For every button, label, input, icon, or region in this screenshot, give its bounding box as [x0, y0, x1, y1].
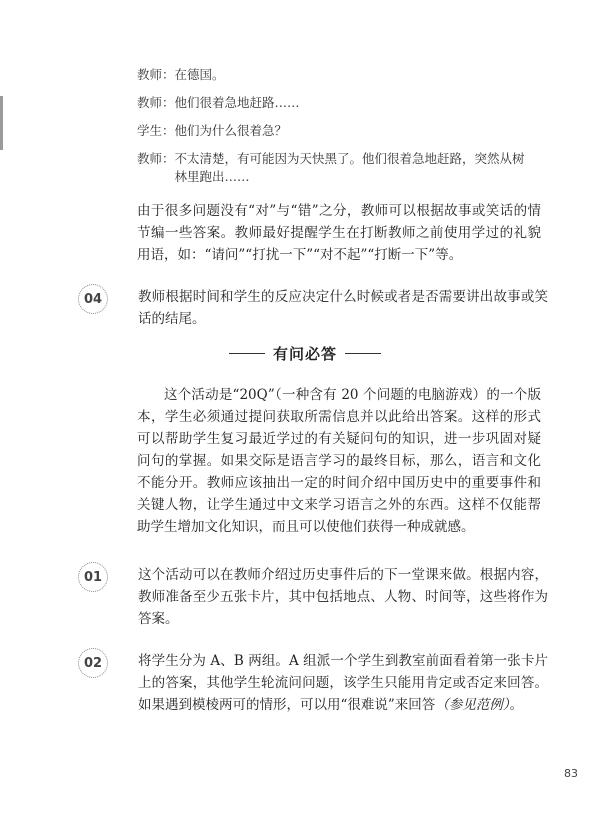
step-text	[138, 650, 548, 716]
dialogue-speaker: 教师：	[137, 151, 175, 166]
dialogue-block	[137, 66, 537, 196]
dialogue-speaker: 教师：	[137, 95, 175, 110]
step-02	[78, 650, 548, 716]
page-number: 83	[564, 767, 578, 780]
step-text: 这个活动可以在教师介绍过历史事件后的下一堂课来做。根据内容，教师准备至少五张卡片，其中包括地点、人物、时间等，这些将作为答案。	[138, 567, 548, 627]
step-text-end: 。	[509, 697, 524, 713]
dialogue-text: 他们为什么很着急？	[174, 123, 288, 138]
dialogue-line	[137, 150, 537, 186]
step-number-badge: 01	[78, 562, 108, 592]
heading-rule-left	[229, 353, 265, 354]
section-heading	[0, 343, 610, 364]
heading-rule-right	[345, 353, 381, 354]
dialogue-text: 在德国。	[174, 67, 225, 82]
page-edge-tab	[0, 96, 3, 150]
dialogue-speaker: 教师：	[137, 67, 175, 82]
step-number-badge: 02	[78, 648, 108, 678]
example-reference: （参见范例）	[435, 697, 510, 713]
step-text-main: 将学生分为 A、B 两组。A 组派一个学生到教室前面看着第一张卡片上的答案，其他学生轮流问问题，该学生只能用肯定或否定来回答。如果遇到模棱两可的情形，可以用“很难说”来回答	[138, 653, 548, 713]
step-number-badge: 04	[78, 284, 108, 314]
step-text: 教师根据时间和学生的反应决定什么时候或者是否需要讲出故事或笑话的结尾。	[138, 289, 548, 327]
dialogue-speaker: 学生：	[137, 123, 175, 138]
dialogue-line	[137, 122, 537, 140]
step-04	[78, 286, 548, 330]
section-paragraph: 这个活动是“20Q”（一种含有 20 个问题的电脑游戏）的一个版本，学生必须通过提问获取所需信息并以此给出答案。这样的形式可以帮助学生复习最近学过的有关疑问句的知识，进一步巩固对疑问句的掌握。如果交际是语言学习的最终目标，那么，语言和文化不能分开。教师应该抽出一定的时间介绍中国历史中的重要事件和关键人物，让学生通过中文来学习语言之外的东西。这样不仅能帮助学生增加文化知识，而且可以使他们获得一种成就感。	[137, 387, 541, 535]
dialogue-text: 他们很着急地赶路……	[174, 95, 300, 110]
step-01	[78, 564, 548, 630]
section-title: 有问必答	[272, 345, 337, 363]
dialogue-line	[137, 66, 537, 84]
dialogue-line	[137, 94, 537, 112]
dialogue-text: 不太清楚，有可能因为天快黑了。他们很着急地赶路，突然从树林里跑出……	[174, 151, 525, 184]
intro-paragraph: 由于很多问题没有“对”与“错”之分，教师可以根据故事或笑话的情节编一些答案。教师最好提醒学生在打断教师之前使用学过的礼貌用语，如：“请问”“打扰一下”“对不起”“打断一下”等。	[137, 203, 541, 263]
